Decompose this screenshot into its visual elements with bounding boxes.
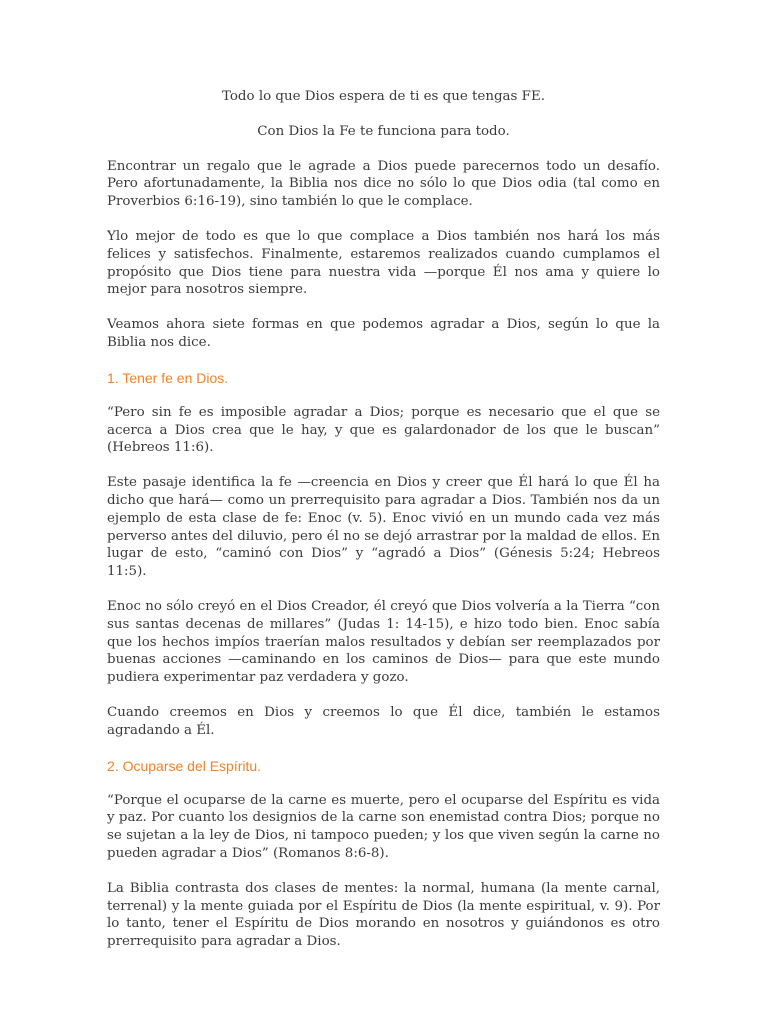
section-heading-2: 2. Ocuparse del Espíritu.: [107, 757, 262, 774]
section-heading-1: 1. Tener fe en Dios.: [107, 369, 229, 386]
intro-paragraph: Veamos ahora siete formas en que podemos agradar a Dios, según lo que la Biblia nos dice.: [107, 317, 660, 350]
section-2-paragraph: La Biblia contrasta dos clases de mentes: la normal, humana (la mente carnal, terrenal) y la mente guiada por el Espíritu de Dios (la mente espiritual, v. 9). Por lo tanto, tener el Espíritu de Dios morando en nosotros y guiándonos es otro prerrequisito para agradar a Dios.: [107, 880, 660, 950]
section-1-paragraph: Cuando creemos en Dios y creemos lo que Él dice, también le estamos agradando a Él.: [107, 704, 660, 738]
document-page: [107, 88, 660, 968]
title-line-2: Con Dios la Fe te funciona para todo.: [257, 123, 510, 139]
section-1-paragraph: Este pasaje identifica la fe —creencia en Dios y creer que Él hará lo que Él ha dicho que hará— como un prerrequisito para agradar a Dios. También nos da un ejemplo de esta clase de fe: Enoc (v. 5). Enoc vivió en un mundo cada vez más perverso antes del diluvio, pero él no se dejó arrastrar por la maldad de ellos. En lugar de esto, “caminó con Dios” y “agradó a Dios” (Génesis 5:24; Hebreos 11:5).: [107, 475, 660, 580]
title-line-1: Todo lo que Dios espera de ti es que tengas FE.: [221, 89, 545, 104]
section-1-paragraph: “Pero sin fe es imposible agradar a Dios; porque es necesario que el que se acerca a Dios crea que le hay, y que es galardonador de los que le buscan” (Hebreos 11:6).: [107, 404, 660, 456]
intro-paragraph: Encontrar un regalo que le agrade a Dios puede parecernos todo un desafío. Pero afortunadamente, la Biblia nos dice no sólo lo que Dios odia (tal como en Proverbios 6:16-19), sino también lo que le complace.: [107, 158, 660, 210]
intro-paragraph: Ylo mejor de todo es que lo que complace a Dios también nos hará los más felices y satisfechos. Finalmente, estaremos realizados cuando cumplamos el propósito que Dios tiene para nuestra vida —porque Él nos ama y quiere lo mejor para nosotros siempre.: [107, 228, 660, 298]
section-2-paragraph: “Porque el ocuparse de la carne es muerte, pero el ocuparse del Espíritu es vida y paz. Por cuanto los designios de la carne son enemistad contra Dios; porque no se sujetan a la ley de Dios, ni tampoco pueden; y los que viven según la carne no pueden agradar a Dios” (Romanos 8:6-8).: [107, 792, 660, 861]
section-1-paragraph: Enoc no sólo creyó en el Dios Creador, él creyó que Dios volvería a la Tierra “con sus santas decenas de millares” (Judas 1: 14-15), e hizo todo bien. Enoc sabía que los hechos impíos traerían malos resultados y debían ser reemplazados por buenas acciones —caminando en los caminos de Dios— para que este mundo pudiera experimentar paz verdadera y gozo.: [107, 598, 660, 686]
